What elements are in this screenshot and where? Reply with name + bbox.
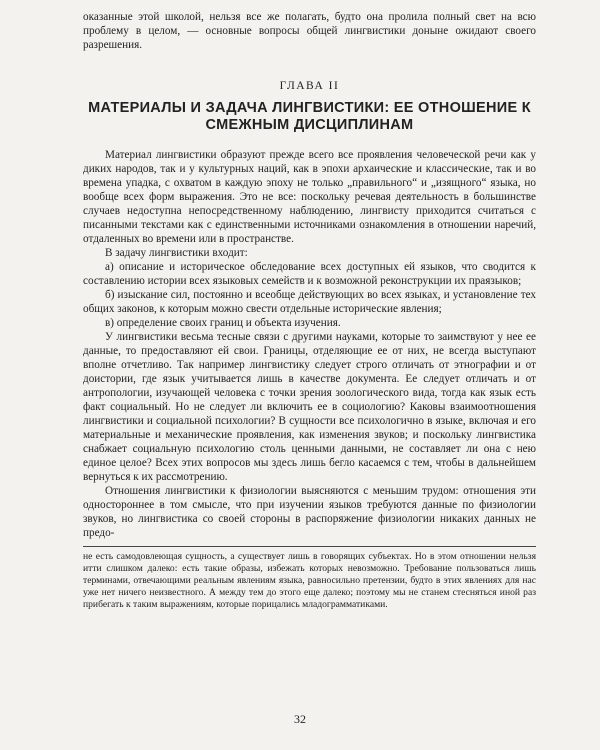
paragraph-related-sciences: У лингвистики весьма тесные связи с другими науками, которые то заимствуют у нее ее данные, то предоставляют ей свои. Границы, отделяющие ее от них, не всегда выступают вполне отчетливо. Так например лингвистику следует строго отличать от этнографии и от доистории, где язык учитывается лишь в качестве документа. Ее следует отличать и от антропологии, изучающей человека с точки зрения зоологического вида, тогда как язык есть факт социальный. Но не следует ли включить ее в социологию? Каковы взаимоотношения лингвистики и социальной психологии? В сущности все психологично в языке, включая и его материальные и механические проявления, как изменения звуков; и поскольку лингвистика снабжает социальную психологию столь ценными данными, не составляет ли она с нею единое целое? Всех этих вопросов мы здесь лишь бегло касаемся с тем, чтобы в дальнейшем вернуться к их рассмотрению.: [83, 331, 536, 483]
paragraph-task-c: в) определение своих границ и объекта изучения.: [105, 317, 341, 329]
paragraph-task-b: б) изыскание сил, постоянно и всеобще действующих во всех языках, и установление тех общих законов, к которым можно свести отдельные исторические явления;: [83, 289, 536, 315]
chapter-title: МАТЕРИАЛЫ И ЗАДАЧА ЛИНГВИСТИКИ: ЕЕ ОТНОШЕНИЕ К СМЕЖНЫМ ДИСЦИПЛИНАМ: [88, 100, 531, 133]
chapter-label: ГЛАВА II: [279, 80, 340, 92]
intro-text: оказанные этой школой, нельзя все же полагать, будто она пролила полный свет на всю проблему в целом, — основные вопросы общей лингвистики доныне ожидают своего разрешения.: [83, 11, 536, 51]
paragraph-material: Материал лингвистики образуют прежде всего все проявления человеческой речи как у диких народов, так и у культурных наций, как в эпохи архаические и классические, так и во времена упадка, с охватом в каждую эпоху не только „правильного“ и „изящного“ языка, но вообще всех форм выражения. Это не все: поскольку речевая деятельность в большинстве случаев недоступна непосредственному наблюдению, лингвисту приходится считаться с писанными текстами как с единственными источниками ознакомления в отношении наречий, отдаленных во времени или в пространстве.: [83, 149, 536, 245]
footnote: не есть самодовлеющая сущность, а существует лишь в говорящих субъектах. Но в этом отношении нельзя итти слишком далеко: есть такие образы, избежать которых невозможно. Требование пользоваться лишь терминами, отвечающими реальным явлениям языка, равносильно претензии, будто в этих явлениях для нас уже нет ничего неизвестного. А между тем до этого еще далеко; поэтому мы не станем стесняться иной раз прибегать к таким выражениям, которые порицались младограмматиками.: [83, 551, 536, 610]
paragraph-tasks-intro: В задачу лингвистики входит:: [105, 247, 248, 259]
paragraph-physiology: Отношения лингвистики к физиологии выясняются с меньшим трудом: отношения эти одностороннее в том смысле, что при изучении языков требуются данные по физиологии звуков, но лингвистика со своей стороны в распоряжение физиологии никаких данных не предо-: [83, 485, 536, 539]
footnote-divider: [83, 546, 536, 547]
page-number: 32: [294, 712, 306, 726]
paragraph-task-a: а) описание и историческое обследование всех доступных ей языков, что сводится к составлению истории всех языковых семейств и к возможной реконструкции их праязыков;: [83, 261, 536, 287]
